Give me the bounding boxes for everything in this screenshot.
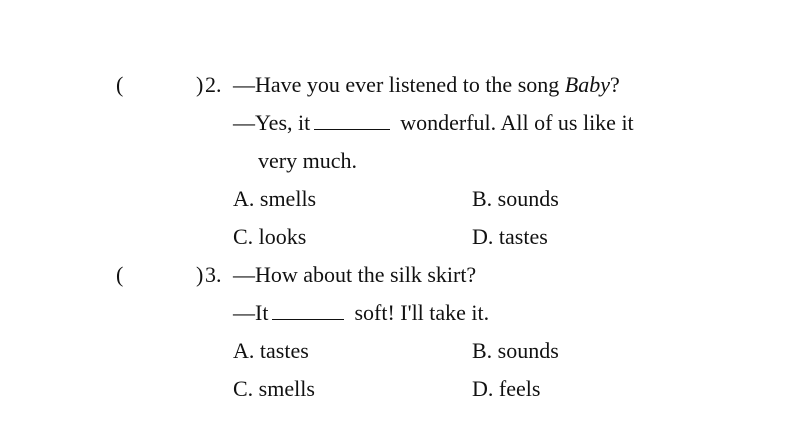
question-line-2: —It soft! I'll take it.	[233, 300, 490, 325]
option-d: D. feels	[472, 376, 541, 401]
question-number: 3.	[205, 262, 222, 287]
answer-paren-open: (	[116, 262, 124, 287]
question-line-2: —Yes, it wonderful. All of us like it	[233, 110, 634, 135]
question-line-1: —Have you ever listened to the song Baby?	[233, 72, 620, 97]
option-c: C. looks	[233, 224, 307, 249]
question-line-3: very much.	[258, 148, 357, 173]
answer-paren-close: )	[196, 262, 204, 287]
question-line-1: —How about the silk skirt?	[233, 262, 477, 287]
answer-paren-open: (	[116, 72, 124, 97]
option-a: A. smells	[233, 186, 317, 211]
option-b: B. sounds	[472, 186, 559, 211]
option-d: D. tastes	[472, 224, 548, 249]
answer-paren-close: )	[196, 72, 204, 97]
question-number: 2.	[205, 72, 222, 97]
answer-blank	[272, 301, 344, 320]
answer-blank	[314, 111, 390, 130]
option-b: B. sounds	[472, 338, 559, 363]
option-a: A. tastes	[233, 338, 309, 363]
option-c: C. smells	[233, 376, 315, 401]
